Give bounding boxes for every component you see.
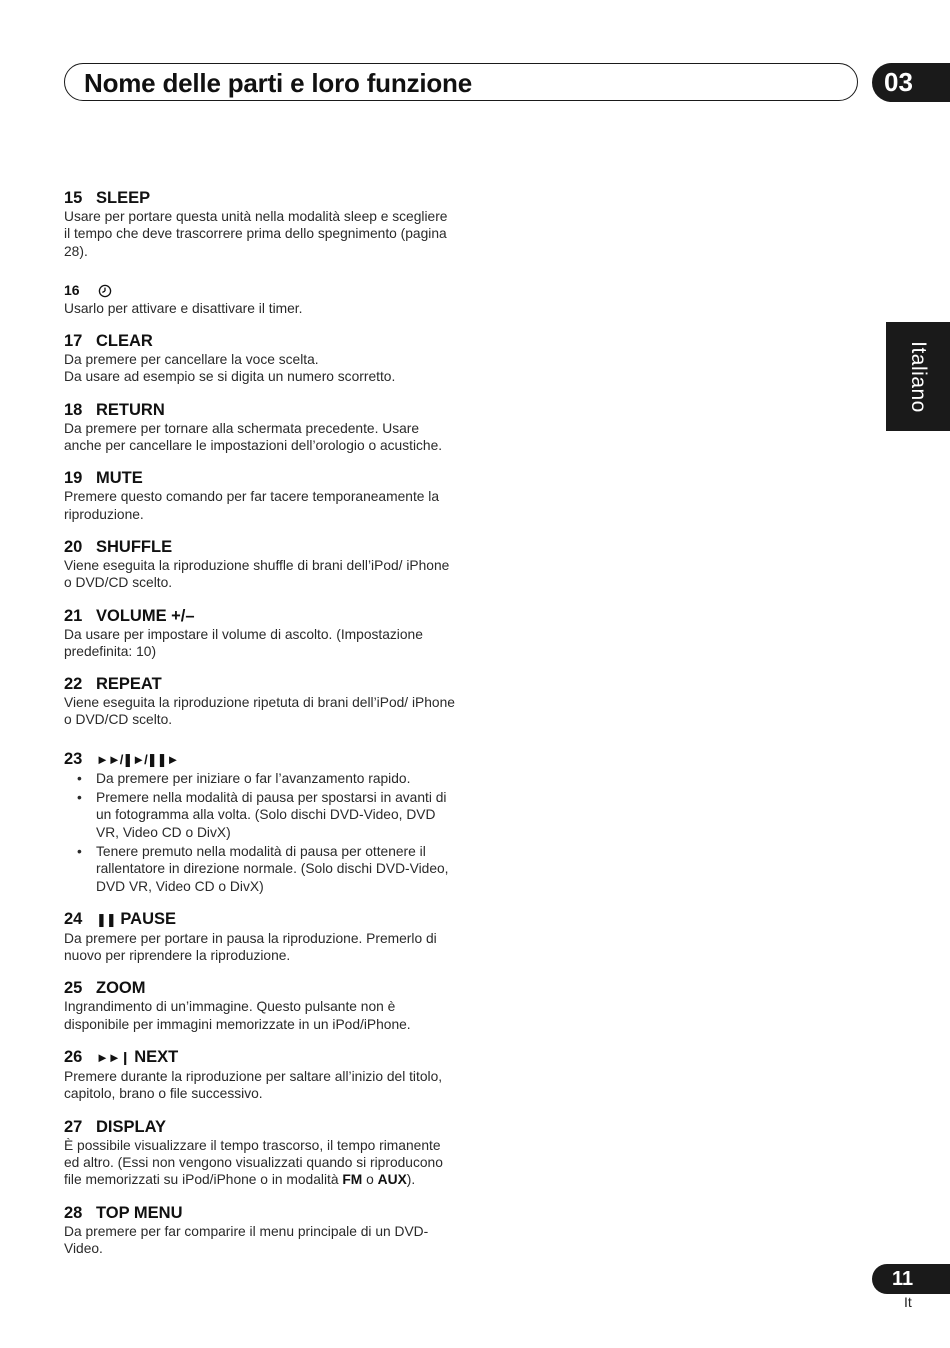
item-description: Da usare per impostare il volume di ascolto. (Impostazione predefinita: 10) [64, 626, 423, 659]
next-icon: ►►❙ [96, 1050, 130, 1066]
item-label: REPEAT [96, 675, 162, 694]
item-number: 22 [64, 675, 83, 694]
item-pause [64, 909, 456, 965]
item-label: PAUSE [120, 909, 177, 928]
item-description: Viene eseguita la riproduzione shuffle di brani dell’iPod/ iPhone o DVD/CD scelto. [64, 557, 450, 591]
item-number: 17 [64, 332, 83, 351]
item-label: MUTE [96, 469, 143, 488]
page-title: Nome delle parti e loro funzione [84, 68, 472, 98]
item-display [64, 1117, 456, 1189]
forward-step-slow-icons: ►►/❚►/❚❚► [96, 751, 179, 767]
timer-clock-icon [98, 284, 112, 298]
item-volume [64, 606, 456, 661]
item-return [64, 400, 456, 455]
item-label: RETURN [96, 400, 165, 419]
description-text: ). [406, 1172, 416, 1188]
item-description: Usare per portare questa unità nella modalità sleep e scegliere il tempo che deve trascorrere prima dello spegnimento (pagina 28). [64, 209, 448, 259]
list-item: • Premere nella modalità di pausa per spostarsi in avanti di un fotogramma alla volta. (Solo dischi DVD-Video, DVD VR, Video CD o DivX) [64, 789, 456, 841]
item-title [64, 468, 456, 488]
item-title [64, 1203, 456, 1223]
item-number: 19 [64, 469, 83, 488]
item-label: SLEEP [96, 189, 151, 207]
item-description: Da premere per far comparire il menu principale di un DVD-Video. [64, 1223, 429, 1256]
item-number: 18 [64, 400, 83, 419]
item-label: ZOOM [96, 979, 146, 998]
item-zoom [64, 978, 456, 1033]
item-label: SHUFFLE [96, 537, 173, 556]
item-top-menu [64, 1203, 456, 1258]
item-label: DISPLAY [96, 1117, 166, 1136]
item-timer [64, 280, 456, 317]
item-number: 27 [64, 1117, 83, 1136]
language-label: Italiano [907, 340, 930, 413]
item-bullet-list [64, 770, 456, 895]
item-number: 23 [64, 749, 83, 768]
item-number: 21 [64, 606, 83, 625]
item-shuffle [64, 537, 456, 592]
item-description: Da premere per tornare alla schermata precedente. Usare anche per cancellare le impostazioni dell’orologio o acustiche. [64, 420, 443, 454]
item-title [64, 978, 456, 998]
item-title [64, 280, 456, 300]
item-title [64, 1117, 456, 1137]
item-title [64, 1047, 456, 1068]
item-number: 28 [64, 1203, 83, 1222]
item-description-line: Da usare ad esempio se si digita un numero scorretto. [64, 369, 396, 385]
item-title [64, 909, 456, 930]
item-label: TOP MENU [96, 1203, 183, 1222]
item-description: Viene eseguita la riproduzione ripetuta di brani dell’iPod/ iPhone o DVD/CD scelto. [64, 695, 455, 728]
item-label: NEXT [134, 1048, 179, 1067]
item-description: Premere durante la riproduzione per saltare all’inizio del titolo, capitolo, brano o file successivo. [64, 1069, 443, 1102]
description-text: o [362, 1172, 378, 1188]
description-text: È possibile visualizzare il tempo trascorso, il tempo rimanente ed altro. (Essi non vengono visualizzati quando si riproducono file memorizzati su iPod/iPhone o in modalità [64, 1137, 443, 1188]
item-number: 15 [64, 189, 83, 207]
item-title [64, 606, 456, 626]
item-title [64, 400, 456, 420]
fm-mode-label: FM [342, 1172, 363, 1188]
item-clear [64, 331, 456, 386]
item-number: 20 [64, 537, 83, 556]
language-side-tab [886, 322, 950, 431]
item-title [64, 188, 456, 208]
item-label: VOLUME +/– [96, 606, 195, 625]
item-title [64, 331, 456, 351]
item-description-line: Da premere per cancellare la voce scelta. [64, 352, 319, 368]
item-description: Da premere per portare in pausa la riproduzione. Premerlo di nuovo per riprendere la riproduzione. [64, 930, 437, 964]
item-description: Premere questo comando per far tacere temporaneamente la riproduzione. [64, 489, 440, 522]
chapter-number-tab: 03 [872, 63, 950, 102]
item-title [64, 674, 456, 694]
aux-mode-label: AUX [377, 1172, 407, 1188]
item-mute [64, 468, 456, 523]
item-sleep [64, 188, 456, 260]
items-column [64, 188, 456, 1271]
pause-icon: ❚❚ [96, 911, 116, 927]
item-forward-step-slow [64, 749, 456, 895]
item-label: CLEAR [96, 332, 153, 351]
item-number: 25 [64, 979, 83, 998]
item-number: 16 [64, 281, 80, 298]
item-description: Ingrandimento di un’immagine. Questo pulsante non è disponibile per immagini memorizzate in un iPod/iPhone. [64, 999, 411, 1032]
page-number-tab: 11 [872, 1264, 950, 1294]
item-description [64, 1137, 456, 1189]
item-number: 26 [64, 1048, 83, 1067]
item-title [64, 537, 456, 557]
list-item: • Da premere per iniziare o far l’avanzamento rapido. [64, 770, 456, 787]
item-title [64, 749, 456, 770]
item-description: Usarlo per attivare e disattivare il timer. [64, 300, 303, 316]
item-number: 24 [64, 909, 83, 928]
item-repeat [64, 674, 456, 729]
list-item: • Tenere premuto nella modalità di pausa per ottenere il rallentatore in direzione normale. (Solo dischi DVD-Video, DVD VR, Video CD o DivX) [64, 843, 456, 895]
language-code: It [904, 1294, 912, 1310]
item-next [64, 1047, 456, 1103]
